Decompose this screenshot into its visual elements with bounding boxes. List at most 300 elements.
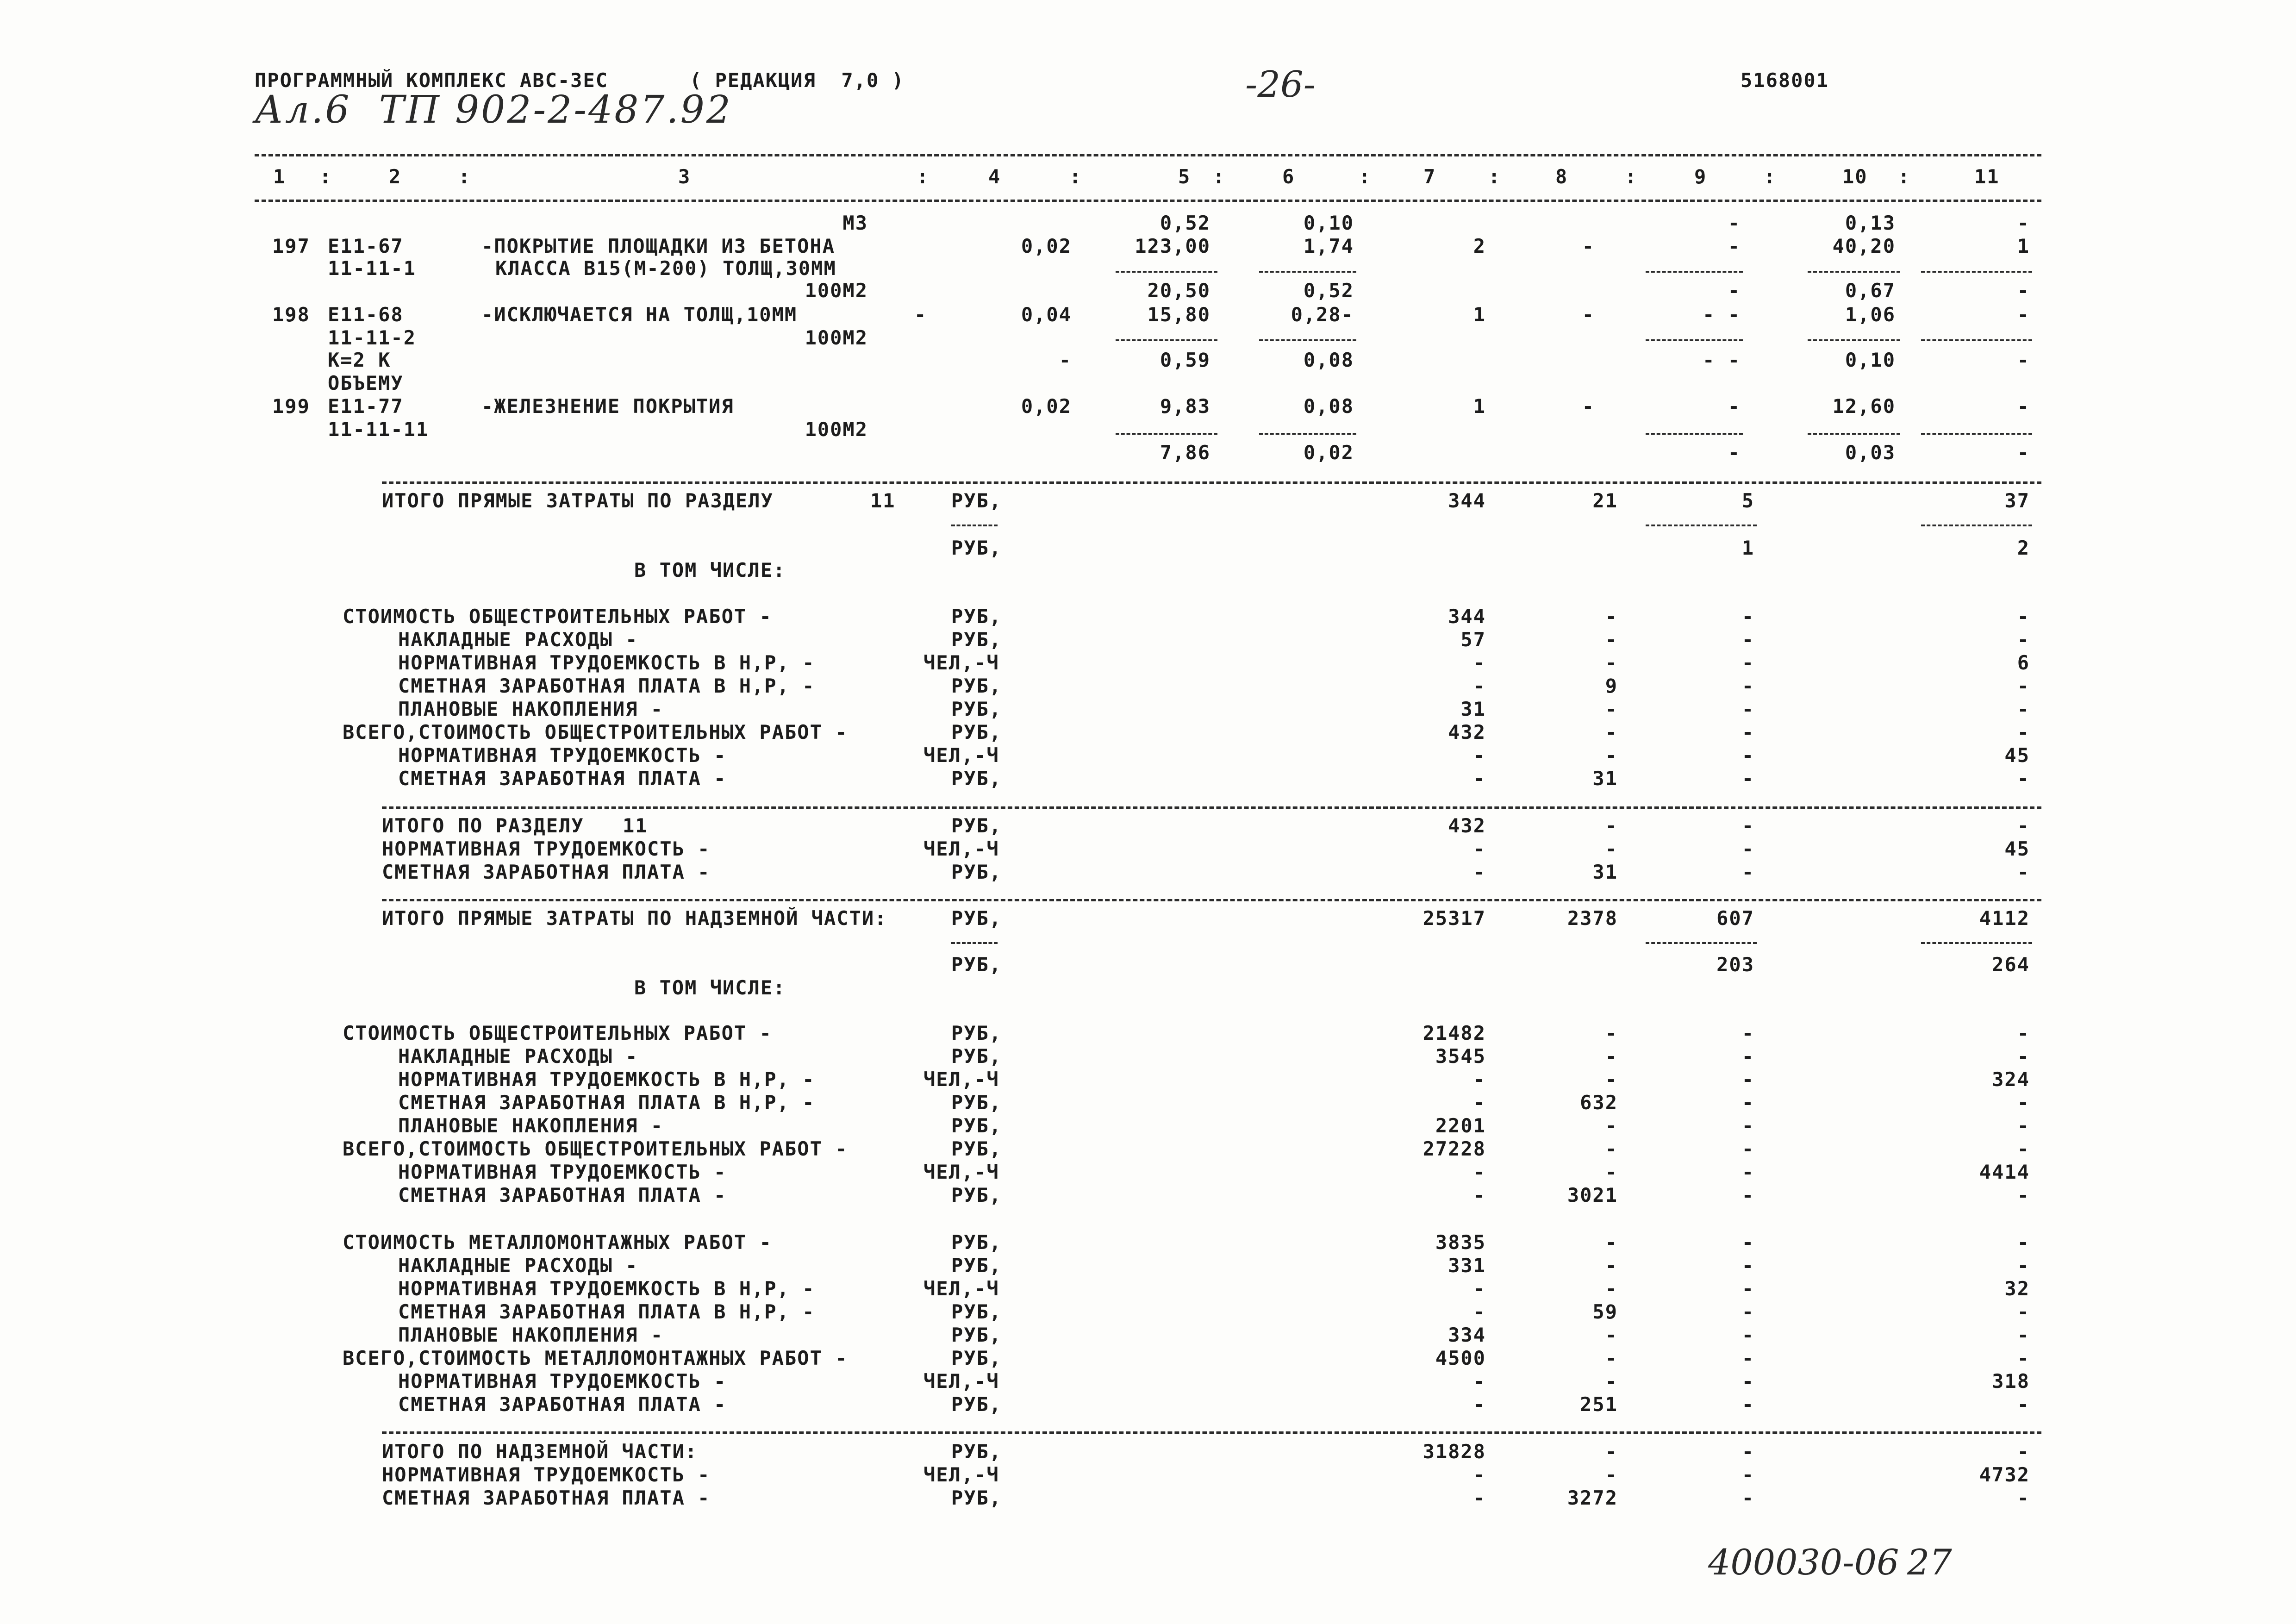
item-cell-c3: 100М2 — [805, 279, 868, 302]
section-subheading: В ТОМ ЧИСЛЕ: — [634, 559, 786, 581]
dashed-rule — [1646, 942, 1757, 944]
column-number-11: 11 — [1974, 165, 2000, 188]
summary-value-c9: - — [1741, 1347, 1754, 1369]
summary-value-c7: - — [1473, 651, 1486, 674]
item-cell-c2: Е11-67 — [328, 235, 404, 257]
column-number-6: 6 — [1282, 165, 1295, 188]
unit-label: ЧЕЛ,-Ч — [923, 651, 999, 674]
item-cell-c6: 1,74 — [1303, 235, 1354, 257]
summary-label: НОРМАТИВНАЯ ТРУДОЕМКОСТЬ - — [382, 1463, 711, 1486]
summary-value-c8: - — [1605, 605, 1618, 628]
summary-value-c9: - — [1741, 1068, 1754, 1091]
summary-value-c11: 318 — [1992, 1370, 2030, 1393]
section-number: 11 — [623, 814, 648, 837]
item-cell-c11: - — [2017, 441, 2030, 464]
summary-value-c9: - — [1741, 605, 1754, 628]
column-number-4: 4 — [988, 165, 1001, 188]
item-cell-c2: ОБЪЕМУ — [328, 372, 404, 394]
column-separator: : — [1069, 165, 1082, 188]
column-separator: : — [1898, 165, 1911, 188]
item-cell-c2: 11-11-1 — [328, 257, 417, 280]
item-cell-c10: 40,20 — [1832, 235, 1896, 257]
summary-label: СМЕТНАЯ ЗАРАБОТНАЯ ПЛАТА - — [398, 1393, 727, 1416]
summary-value-c11: 6 — [2017, 651, 2030, 674]
summary-value-c9: - — [1741, 1231, 1754, 1254]
summary-label: НАКЛАДНЫЕ РАСХОДЫ - — [398, 1254, 638, 1277]
dashed-rule — [1116, 271, 1217, 273]
summary-value-c11: - — [2017, 605, 2030, 628]
dashed-rule — [1259, 433, 1356, 435]
dashed-rule — [1808, 271, 1900, 273]
summary-value-c8: - — [1605, 1137, 1618, 1160]
summary-value-c8: - — [1605, 698, 1618, 720]
column-separator: : — [1488, 165, 1501, 188]
summary-value-c7: 3545 — [1435, 1045, 1486, 1068]
summary-value-c8: - — [1605, 628, 1618, 651]
item-cell-c5: 123,00 — [1135, 235, 1210, 257]
summary-value-c8: 31 — [1592, 861, 1618, 883]
summary-value-c8: - — [1605, 1045, 1618, 1068]
summary-value-c9: - — [1741, 698, 1754, 720]
summary-value-c9: - — [1741, 744, 1754, 767]
summary-value-c8: - — [1605, 1161, 1618, 1183]
summary-label: СМЕТНАЯ ЗАРАБОТНАЯ ПЛАТА - — [398, 1184, 727, 1206]
item-cell-c7: 2 — [1473, 235, 1486, 257]
item-cell-c11: 1 — [2017, 235, 2030, 257]
summary-label: НОРМАТИВНАЯ ТРУДОЕМКОСТЬ В Н,Р, - — [398, 651, 815, 674]
summary-value-c11: - — [2017, 1393, 2030, 1416]
page-number: -26- — [1245, 64, 1316, 106]
dashed-rule — [951, 525, 998, 526]
summary-value-c9: - — [1741, 1091, 1754, 1114]
column-number-10: 10 — [1842, 165, 1868, 188]
summary-value-c7: 432 — [1448, 721, 1486, 743]
summary-label: НАКЛАДНЫЕ РАСХОДЫ - — [398, 628, 638, 651]
unit-label: РУБ, — [951, 1324, 1002, 1346]
summary-value-c9: - — [1741, 1184, 1754, 1206]
summary-value-c8: 21 — [1592, 489, 1618, 512]
item-cell-c10: 0,10 — [1845, 349, 1896, 371]
item-cell-c3: -ЖЕЛЕЗНЕНИЕ ПОКРЫТИЯ — [481, 395, 734, 418]
item-cell-c11: - — [2017, 349, 2030, 371]
summary-value-c11: 37 — [2004, 489, 2030, 512]
column-separator: : — [917, 165, 930, 188]
item-cell-c11: - — [2017, 279, 2030, 302]
item-cell-c3: -ПОКРЫТИЕ ПЛОЩАДКИ ИЗ БЕТОНА — [481, 235, 836, 257]
summary-value-c9: 1 — [1741, 537, 1754, 559]
summary-value-c9: - — [1741, 1463, 1754, 1486]
summary-label: ВСЕГО,СТОИМОСТЬ ОБЩЕСТРОИТЕЛЬНЫХ РАБОТ - — [343, 1137, 848, 1160]
summary-value-c9: - — [1741, 1393, 1754, 1416]
item-cell-c9: - - — [1703, 349, 1741, 371]
summary-value-c7: 4500 — [1435, 1347, 1486, 1369]
summary-value-c9: - — [1741, 651, 1754, 674]
summary-value-c9: - — [1741, 837, 1754, 860]
section-number: 11 — [870, 489, 896, 512]
summary-value-c9: - — [1741, 1022, 1754, 1044]
summary-value-c8: 31 — [1592, 767, 1618, 790]
summary-label: ПЛАНОВЫЕ НАКОПЛЕНИЯ - — [398, 1114, 664, 1137]
item-cell-c4: 0,02 — [1021, 235, 1072, 257]
summary-value-c8: - — [1605, 814, 1618, 837]
summary-value-c8: - — [1605, 1022, 1618, 1044]
summary-value-c9: - — [1741, 1487, 1754, 1509]
summary-label: СТОИМОСТЬ ОБЩЕСТРОИТЕЛЬНЫХ РАБОТ - — [343, 1022, 772, 1044]
item-cell-c11: - — [2017, 212, 2030, 234]
unit-label: РУБ, — [951, 1300, 1002, 1323]
summary-value-c9: - — [1741, 861, 1754, 883]
summary-value-c7: 334 — [1448, 1324, 1486, 1346]
summary-value-c8: - — [1605, 1231, 1618, 1254]
summary-value-c7: 25317 — [1423, 907, 1486, 930]
summary-value-c8: - — [1605, 837, 1618, 860]
summary-value-c11: 4414 — [1979, 1161, 2030, 1183]
summary-value-c9: - — [1741, 1045, 1754, 1068]
summary-value-c7: - — [1473, 1161, 1486, 1183]
dashed-rule — [1921, 339, 2032, 341]
dashed-rule — [951, 942, 998, 944]
item-cell-c8: - — [1582, 303, 1595, 326]
column-number-5: 5 — [1178, 165, 1191, 188]
item-cell-c6: 0,08 — [1303, 395, 1354, 418]
item-cell-c9: - — [1728, 441, 1741, 464]
summary-label: НОРМАТИВНАЯ ТРУДОЕМКОСТЬ В Н,Р, - — [398, 1277, 815, 1300]
summary-value-c7: - — [1473, 1393, 1486, 1416]
summary-value-c7: 31 — [1460, 698, 1486, 720]
unit-label: РУБ, — [951, 489, 1002, 512]
summary-value-c9: - — [1741, 1324, 1754, 1346]
item-cell-c10: 0,03 — [1845, 441, 1896, 464]
summary-value-c11: - — [2017, 1440, 2030, 1463]
summary-value-c9: - — [1741, 1137, 1754, 1160]
item-cell-c10: 0,13 — [1845, 212, 1896, 234]
summary-value-c11: - — [2017, 1300, 2030, 1323]
item-cell-c5: 15,80 — [1147, 303, 1210, 326]
column-number-7: 7 — [1423, 165, 1436, 188]
unit-label: РУБ, — [951, 698, 1002, 720]
summary-label: СМЕТНАЯ ЗАРАБОТНАЯ ПЛАТА - — [382, 861, 711, 883]
summary-value-c11: 4112 — [1979, 907, 2030, 930]
summary-value-c9: - — [1741, 1161, 1754, 1183]
summary-value-c9: 607 — [1716, 907, 1754, 930]
item-cell-c6: 0,28- — [1291, 303, 1354, 326]
unit-label: РУБ, — [951, 861, 1002, 883]
summary-value-c11: 324 — [1992, 1068, 2030, 1091]
summary-value-c8: - — [1605, 1440, 1618, 1463]
unit-label: РУБ, — [951, 1184, 1002, 1206]
summary-value-c7: 432 — [1448, 814, 1486, 837]
dashed-rule — [1808, 433, 1900, 435]
header-rule-bottom — [255, 200, 2041, 202]
item-cell-c9: - — [1728, 279, 1741, 302]
summary-value-c7: - — [1473, 1487, 1486, 1509]
summary-value-c8: 3021 — [1567, 1184, 1618, 1206]
dashed-rule — [382, 1431, 2041, 1434]
unit-label: РУБ, — [951, 1114, 1002, 1137]
item-cell-c7: 1 — [1473, 395, 1486, 418]
item-cell-c10: 0,67 — [1845, 279, 1896, 302]
summary-value-c8: 9 — [1605, 675, 1618, 697]
column-separator: : — [1625, 165, 1638, 188]
summary-value-c11: 264 — [1992, 953, 2030, 976]
summary-value-c7: - — [1473, 767, 1486, 790]
summary-value-c11: - — [2017, 628, 2030, 651]
unit-label: РУБ, — [951, 953, 1002, 976]
unit-label: ЧЕЛ,-Ч — [923, 1161, 999, 1183]
dashed-rule — [382, 481, 2041, 484]
column-number-3: 3 — [678, 165, 691, 188]
summary-label: ВСЕГО,СТОИМОСТЬ ОБЩЕСТРОИТЕЛЬНЫХ РАБОТ - — [343, 721, 848, 743]
summary-value-c11: - — [2017, 1114, 2030, 1137]
summary-label: НАКЛАДНЫЕ РАСХОДЫ - — [398, 1045, 638, 1068]
summary-value-c9: - — [1741, 767, 1754, 790]
unit-label: РУБ, — [951, 721, 1002, 743]
summary-value-c11: - — [2017, 767, 2030, 790]
summary-value-c7: 344 — [1448, 605, 1486, 628]
summary-value-c11: - — [2017, 1137, 2030, 1160]
summary-value-c11: - — [2017, 861, 2030, 883]
summary-value-c11: - — [2017, 721, 2030, 743]
summary-value-c9: 203 — [1716, 953, 1754, 976]
summary-value-c8: 59 — [1592, 1300, 1618, 1323]
item-cell-c9: - — [1728, 395, 1741, 418]
summary-label: СМЕТНАЯ ЗАРАБОТНАЯ ПЛАТА - — [382, 1487, 711, 1509]
unit-label: ЧЕЛ,-Ч — [923, 1277, 999, 1300]
summary-value-c7: 344 — [1448, 489, 1486, 512]
item-cell-c3: М3 — [842, 212, 868, 234]
unit-label: РУБ, — [951, 537, 1002, 559]
unit-label: РУБ, — [951, 1254, 1002, 1277]
item-cell-c3: -ИСКЛЮЧАЕТСЯ НА ТОЛЩ,10ММ — [481, 303, 798, 326]
summary-value-c7: 3835 — [1435, 1231, 1486, 1254]
item-cell-c8: - — [1582, 235, 1595, 257]
summary-value-c7: - — [1473, 1463, 1486, 1486]
summary-value-c11: - — [2017, 1022, 2030, 1044]
summary-value-c11: 45 — [2004, 837, 2030, 860]
summary-value-c9: - — [1741, 814, 1754, 837]
dashed-rule — [1646, 433, 1743, 435]
summary-value-c8: 632 — [1580, 1091, 1618, 1114]
item-cell-c1: 197 — [272, 235, 310, 257]
summary-label: НОРМАТИВНАЯ ТРУДОЕМКОСТЬ - — [398, 744, 727, 767]
summary-value-c7: - — [1473, 1370, 1486, 1393]
item-cell-c5: 0,52 — [1160, 212, 1210, 234]
summary-label: НОРМАТИВНАЯ ТРУДОЕМКОСТЬ - — [398, 1370, 727, 1393]
item-cell-c9: - - — [1703, 303, 1741, 326]
summary-label: НОРМАТИВНАЯ ТРУДОЕМКОСТЬ - — [382, 837, 711, 860]
summary-value-c11: 4732 — [1979, 1463, 2030, 1486]
column-separator: : — [319, 165, 332, 188]
item-cell-c5: 9,83 — [1160, 395, 1210, 418]
dashed-rule — [1646, 525, 1757, 526]
column-number-1: 1 — [273, 165, 286, 188]
summary-value-c9: - — [1741, 1277, 1754, 1300]
item-cell-c2: 11-11-2 — [328, 326, 417, 349]
item-cell-c11: - — [2017, 303, 2030, 326]
item-cell-c6: 0,02 — [1303, 441, 1354, 464]
edition-label: ( РЕДАКЦИЯ 7,0 ) — [690, 69, 905, 92]
unit-label: РУБ, — [951, 1045, 1002, 1068]
summary-label: СМЕТНАЯ ЗАРАБОТНАЯ ПЛАТА В Н,Р, - — [398, 1091, 815, 1114]
item-cell-c4: 0,04 — [1021, 303, 1072, 326]
summary-value-c11: - — [2017, 1045, 2030, 1068]
item-cell-c3b: - — [914, 303, 927, 326]
summary-value-c9: - — [1741, 628, 1754, 651]
summary-value-c7: 27228 — [1423, 1137, 1486, 1160]
item-cell-c5: 0,59 — [1160, 349, 1210, 371]
summary-label: НОРМАТИВНАЯ ТРУДОЕМКОСТЬ В Н,Р, - — [398, 1068, 815, 1091]
summary-value-c11: - — [2017, 1184, 2030, 1206]
column-number-9: 9 — [1694, 165, 1707, 188]
summary-value-c11: - — [2017, 675, 2030, 697]
unit-label: РУБ, — [951, 605, 1002, 628]
item-cell-c2: 11-11-11 — [328, 418, 429, 441]
summary-label: ПЛАНОВЫЕ НАКОПЛЕНИЯ - — [398, 698, 664, 720]
dashed-rule — [1921, 271, 2032, 273]
dashed-rule — [1921, 942, 2032, 944]
item-cell-c6: 0,52 — [1303, 279, 1354, 302]
summary-value-c9: - — [1741, 1254, 1754, 1277]
summary-value-c9: - — [1741, 675, 1754, 697]
unit-label: РУБ, — [951, 1137, 1002, 1160]
column-separator: : — [1764, 165, 1777, 188]
summary-value-c7: - — [1473, 675, 1486, 697]
unit-label: ЧЕЛ,-Ч — [923, 837, 999, 860]
column-number-2: 2 — [389, 165, 402, 188]
summary-value-c8: 251 — [1580, 1393, 1618, 1416]
summary-value-c7: - — [1473, 837, 1486, 860]
unit-label: РУБ, — [951, 675, 1002, 697]
dashed-rule — [1646, 271, 1743, 273]
summary-label: ИТОГО ПРЯМЫЕ ЗАТРАТЫ ПО НАДЗЕМНОЙ ЧАСТИ: — [382, 907, 887, 930]
summary-value-c8: - — [1605, 1347, 1618, 1369]
dashed-rule — [382, 899, 2041, 901]
summary-label: СТОИМОСТЬ ОБЩЕСТРОИТЕЛЬНЫХ РАБОТ - — [343, 605, 772, 628]
summary-label: ИТОГО ПО РАЗДЕЛУ — [382, 814, 584, 837]
summary-value-c8: - — [1605, 1254, 1618, 1277]
summary-value-c8: - — [1605, 1463, 1618, 1486]
summary-value-c11: - — [2017, 1487, 2030, 1509]
summary-value-c7: - — [1473, 1091, 1486, 1114]
item-cell-c2: Е11-77 — [328, 395, 404, 418]
summary-value-c8: - — [1605, 1068, 1618, 1091]
handwritten-page-number: 27 — [1907, 1542, 1952, 1583]
summary-value-c11: 45 — [2004, 744, 2030, 767]
unit-label: РУБ, — [951, 767, 1002, 790]
summary-value-c8: - — [1605, 1277, 1618, 1300]
summary-label: НОРМАТИВНАЯ ТРУДОЕМКОСТЬ - — [398, 1161, 727, 1183]
item-cell-c6: 0,10 — [1303, 212, 1354, 234]
item-cell-c9: - — [1728, 235, 1741, 257]
item-cell-c2: Е11-68 — [328, 303, 404, 326]
item-cell-c3: 100М2 — [805, 418, 868, 441]
summary-value-c11: 32 — [2004, 1277, 2030, 1300]
doc-number: 5168001 — [1741, 69, 1829, 92]
item-cell-c9: - — [1728, 212, 1741, 234]
item-cell-c1: 198 — [272, 303, 310, 326]
item-cell-c7: 1 — [1473, 303, 1486, 326]
unit-label: ЧЕЛ,-Ч — [923, 1068, 999, 1091]
summary-value-c8: - — [1605, 1370, 1618, 1393]
unit-label: ЧЕЛ,-Ч — [923, 1370, 999, 1393]
item-cell-c6: 0,08 — [1303, 349, 1354, 371]
unit-label: РУБ, — [951, 1393, 1002, 1416]
dashed-rule — [382, 806, 2041, 809]
dashed-rule — [1646, 339, 1743, 341]
dashed-rule — [1116, 339, 1217, 341]
summary-label: ВСЕГО,СТОИМОСТЬ МЕТАЛЛОМОНТАЖНЫХ РАБОТ - — [343, 1347, 848, 1369]
item-cell-c11: - — [2017, 395, 2030, 418]
summary-value-c8: - — [1605, 1114, 1618, 1137]
summary-label: ИТОГО ПО НАДЗЕМНОЙ ЧАСТИ: — [382, 1440, 698, 1463]
item-cell-c10: 12,60 — [1832, 395, 1896, 418]
summary-value-c7: - — [1473, 861, 1486, 883]
unit-label: РУБ, — [951, 1022, 1002, 1044]
unit-label: ЧЕЛ,-Ч — [923, 744, 999, 767]
summary-value-c8: - — [1605, 721, 1618, 743]
unit-label: РУБ, — [951, 1440, 1002, 1463]
unit-label: РУБ, — [951, 1091, 1002, 1114]
summary-label: СМЕТНАЯ ЗАРАБОТНАЯ ПЛАТА В Н,Р, - — [398, 675, 815, 697]
header-rule-top — [255, 154, 2041, 156]
summary-value-c8: - — [1605, 1324, 1618, 1346]
unit-label: РУБ, — [951, 1231, 1002, 1254]
summary-value-c11: - — [2017, 1091, 2030, 1114]
unit-label: ЧЕЛ,-Ч — [923, 1463, 999, 1486]
dashed-rule — [1921, 433, 2032, 435]
summary-value-c9: - — [1741, 1300, 1754, 1323]
item-cell-c5: 7,86 — [1160, 441, 1210, 464]
item-cell-c3: КЛАССА В15(М-200) ТОЛЩ,30ММ — [495, 257, 836, 280]
summary-value-c7: - — [1473, 1184, 1486, 1206]
column-number-8: 8 — [1555, 165, 1568, 188]
section-subheading: В ТОМ ЧИСЛЕ: — [634, 976, 786, 999]
item-cell-c4: - — [1059, 349, 1072, 371]
summary-value-c9: - — [1741, 1440, 1754, 1463]
summary-value-c11: - — [2017, 1324, 2030, 1346]
unit-label: РУБ, — [951, 628, 1002, 651]
column-separator: : — [458, 165, 471, 188]
unit-label: РУБ, — [951, 907, 1002, 930]
summary-label: СМЕТНАЯ ЗАРАБОТНАЯ ПЛАТА - — [398, 767, 727, 790]
summary-value-c11: - — [2017, 698, 2030, 720]
summary-value-c7: - — [1473, 744, 1486, 767]
summary-value-c9: 5 — [1741, 489, 1754, 512]
summary-value-c7: 2201 — [1435, 1114, 1486, 1137]
item-cell-c3: 100М2 — [805, 326, 868, 349]
summary-value-c11: - — [2017, 1231, 2030, 1254]
summary-value-c7: - — [1473, 1068, 1486, 1091]
dashed-rule — [1921, 525, 2032, 526]
dashed-rule — [1808, 339, 1900, 341]
item-cell-c5: 20,50 — [1147, 279, 1210, 302]
summary-value-c11: - — [2017, 1347, 2030, 1369]
dashed-rule — [1259, 271, 1356, 273]
summary-label: ИТОГО ПРЯМЫЕ ЗАТРАТЫ ПО РАЗДЕЛУ — [382, 489, 774, 512]
summary-value-c9: - — [1741, 1114, 1754, 1137]
summary-label: СМЕТНАЯ ЗАРАБОТНАЯ ПЛАТА В Н,Р, - — [398, 1300, 815, 1323]
summary-value-c7: 57 — [1460, 628, 1486, 651]
summary-value-c11: - — [2017, 814, 2030, 837]
summary-value-c7: 31828 — [1423, 1440, 1486, 1463]
summary-value-c8: 3272 — [1567, 1487, 1618, 1509]
summary-value-c9: - — [1741, 721, 1754, 743]
dashed-rule — [1259, 339, 1356, 341]
dashed-rule — [1116, 433, 1217, 435]
summary-value-c8: - — [1605, 744, 1618, 767]
unit-label: РУБ, — [951, 1347, 1002, 1369]
handwritten-code: 400030-06 — [1708, 1542, 1899, 1583]
